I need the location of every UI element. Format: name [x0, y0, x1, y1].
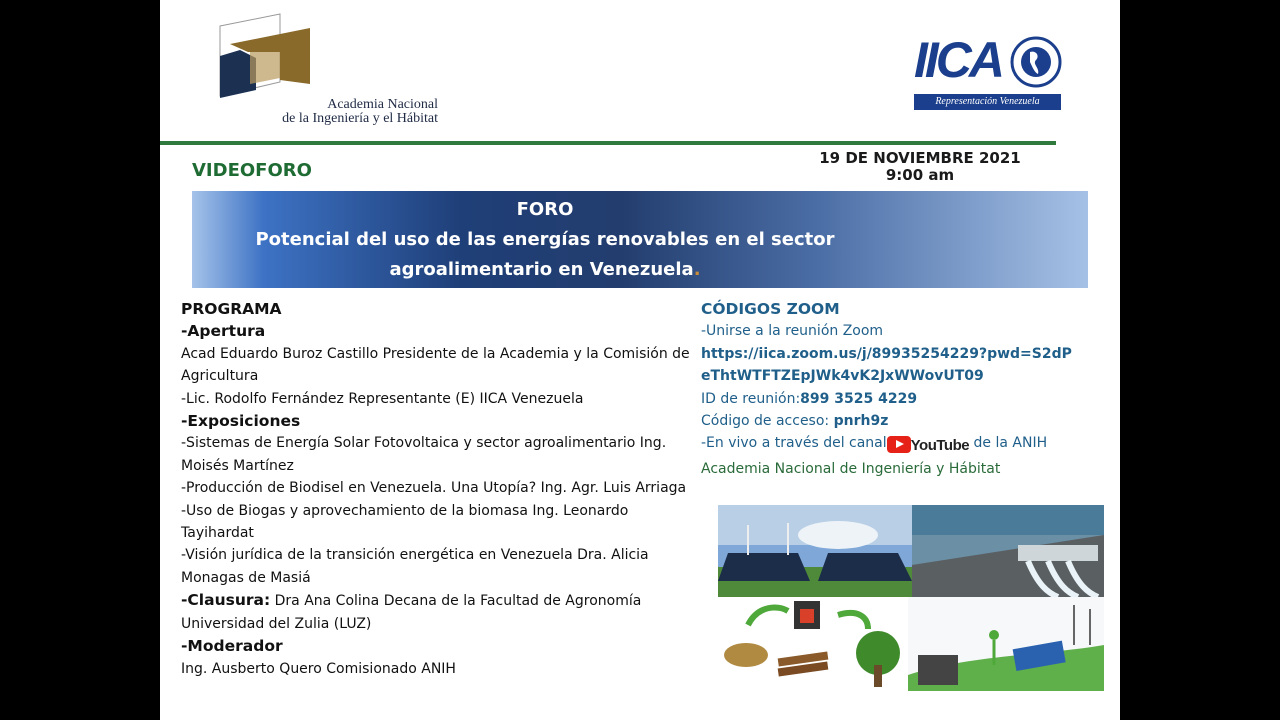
flyer-slide: [160, 0, 1120, 720]
green-divider: [160, 141, 1056, 145]
program-section: [181, 298, 691, 680]
solar-panels-image: [718, 505, 912, 597]
renewable-energy-collage: [718, 505, 1104, 691]
anih-name: [268, 98, 438, 126]
zoom-title: CÓDIGOS ZOOM: [701, 300, 840, 318]
event-date: [800, 150, 1040, 184]
expo-item-2: -Producción de Biodisel en Venezuela. Una Utopía? Ing. Agr. Luis Arriaga: [181, 480, 687, 497]
anih-logo: [218, 12, 318, 112]
zoom-join-text: -Unirse a la reunión Zoom: [701, 323, 884, 340]
apertura-item-1: Acad Eduardo Buroz Castillo Presidente de la Academia y la Comisión de Agricultura: [181, 345, 690, 385]
iica-logo: [914, 30, 1062, 110]
live-prefix: -En vivo a través del canal: [701, 435, 887, 452]
live-line: [701, 432, 1101, 457]
biomass-cycle-image: [718, 597, 908, 691]
moderador-heading: -Moderador: [181, 637, 283, 656]
banner-line1: FORO: [516, 199, 574, 220]
youtube-icon: [887, 436, 911, 453]
banner-dot: .: [693, 259, 701, 280]
zoom-meeting-id: [701, 388, 1101, 410]
banner-line3-text: agroalimentario en Venezuela: [389, 259, 694, 280]
youtube-word: YouTube: [910, 437, 970, 455]
exposiciones-heading: -Exposiciones: [181, 412, 301, 431]
academy-name: Academia Nacional de Ingeniería y Hábitat: [701, 460, 1001, 477]
zoom-code-value: pnrh9z: [833, 413, 889, 430]
program-title: PROGRAMA: [181, 300, 282, 318]
zoom-access-code: [701, 410, 1101, 432]
clausura-item: [181, 589, 691, 635]
clausura-label: -Clausura:: [181, 591, 271, 610]
iica-logo-text: IICA: [914, 32, 1002, 88]
zoom-id-label: ID de reunión:: [701, 390, 801, 407]
apertura-heading: -Apertura: [181, 322, 266, 341]
expo-item-4: -Visión jurídica de la transición energética en Venezuela Dra. Alicia Monagas de Masiá: [181, 547, 649, 586]
live-suffix: de la ANIH: [969, 435, 1048, 452]
zoom-code-label: Código de acceso:: [701, 413, 834, 430]
banner-line3: [192, 255, 898, 285]
expo-item-1: -Sistemas de Energía Solar Fotovoltaica y sector agroalimentario Ing. Moisés Martínez: [181, 435, 667, 474]
zoom-id-value: 899 3525 4229: [800, 390, 918, 407]
zoom-link[interactable]: https://iica.zoom.us/j/89935254229?pwd=S2dPeThtWTFTZEpJWk4vK2JxWWovUT09: [701, 345, 1072, 385]
event-time-text: 9:00 am: [885, 166, 955, 184]
clausura-text: Dra Ana Colina Decana de la Facultad de Agronomía Universidad del Zulia (LUZ): [181, 593, 642, 632]
event-label: VIDEOFORO: [192, 160, 312, 181]
zoom-section: [701, 298, 1101, 480]
anih-name-line2: de la Ingeniería y el Hábitat: [282, 111, 438, 126]
globe-icon: [1010, 36, 1062, 88]
hydro-dam-image: [912, 505, 1104, 597]
green-energy-image: [908, 597, 1104, 691]
youtube-logo[interactable]: [887, 435, 969, 457]
moderador-item: Ing. Ausberto Quero Comisionado ANIH: [181, 660, 456, 677]
expo-item-3: -Uso de Biogas y aprovechamiento de la biomasa Ing. Leonardo Tayihardat: [181, 502, 629, 542]
banner-line2: Potencial del uso de las energías renovables en el sector: [255, 229, 835, 250]
title-banner: [192, 191, 1088, 288]
apertura-item-2: -Lic. Rodolfo Fernández Representante (E) IICA Venezuela: [181, 390, 584, 407]
event-date-text: 19 DE NOVIEMBRE 2021: [819, 149, 1021, 167]
anih-name-line1: Academia Nacional: [327, 97, 438, 112]
iica-band: Representación Venezuela: [914, 94, 1061, 110]
